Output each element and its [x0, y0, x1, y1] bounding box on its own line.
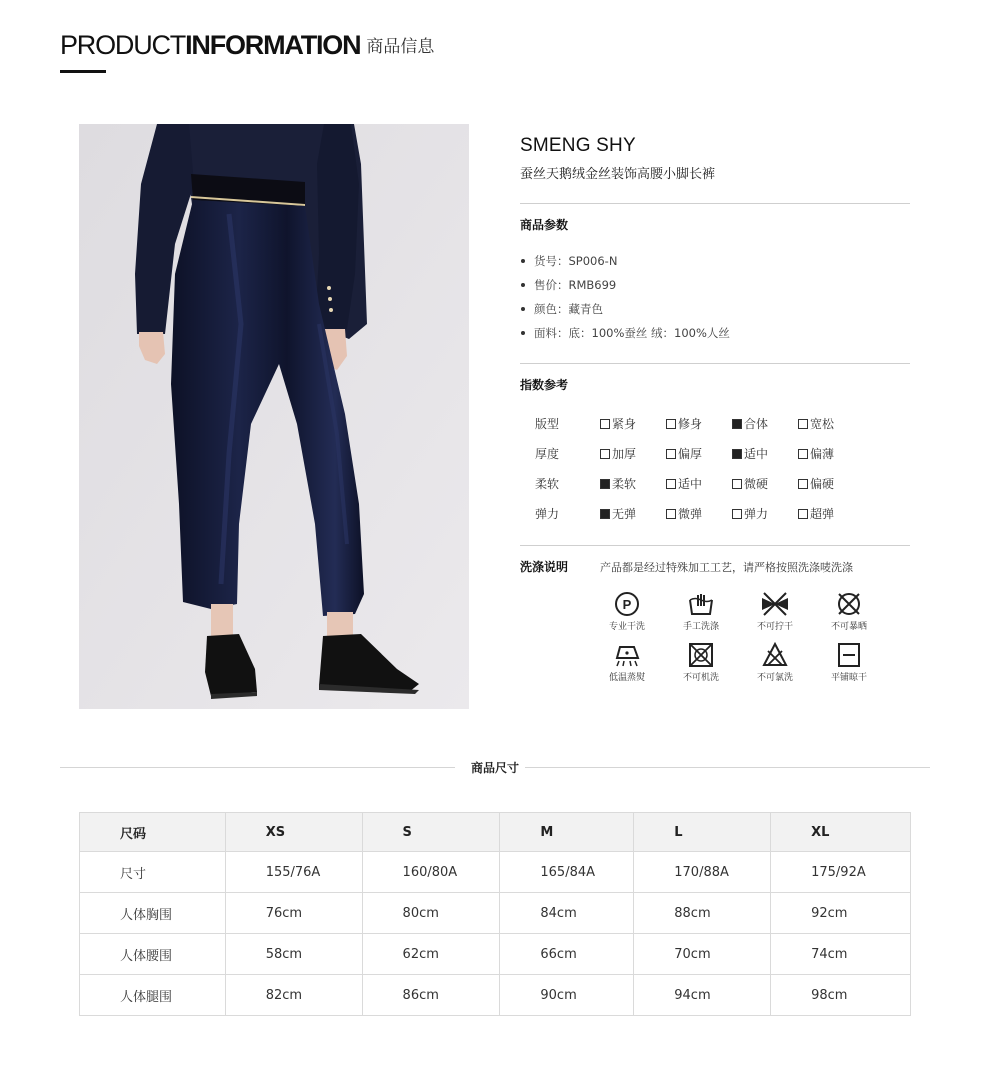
- table-header-cell: 尺码: [80, 813, 226, 852]
- index-option: [798, 439, 864, 469]
- table-cell: 80cm: [362, 893, 500, 934]
- wash-item: 平铺晾干: [812, 642, 886, 683]
- table-cell: 70cm: [634, 934, 771, 975]
- index-option: [798, 499, 864, 529]
- index-option-label: 无弹: [612, 507, 637, 521]
- index-row-label: 柔软: [535, 477, 560, 491]
- index-row: [520, 409, 910, 439]
- params-list: [520, 249, 910, 345]
- checked-box-icon: [600, 509, 610, 519]
- index-table: [520, 409, 910, 529]
- table-cell: 人体腿围: [80, 975, 226, 1016]
- index-option: [600, 439, 666, 469]
- wash-description: 产品都是经过特殊加工工艺，请严格按照洗涤唛洗涤: [600, 560, 854, 574]
- table-cell: 84cm: [500, 893, 634, 934]
- table-cell: 170/88A: [634, 852, 771, 893]
- divider: [520, 545, 910, 546]
- param-item: 货号：SP006-N: [520, 249, 910, 273]
- divider: [520, 203, 910, 204]
- params-title: 商品参数: [520, 218, 569, 232]
- table-cell: 74cm: [771, 934, 911, 975]
- index-option: [600, 469, 666, 499]
- wash-item: P 专业干洗: [590, 591, 664, 632]
- index-option: [666, 439, 732, 469]
- header-title-light: PRODUCT: [60, 30, 186, 60]
- index-row-label: 弹力: [535, 507, 560, 521]
- table-header-cell: XS: [225, 813, 362, 852]
- wash-item: 不可暴晒: [812, 591, 886, 632]
- table-header-cell: S: [362, 813, 500, 852]
- table-row: [80, 893, 911, 934]
- table-cell: 175/92A: [771, 852, 911, 893]
- header-title-bold: INFORMATION: [185, 30, 361, 60]
- table-row: [80, 852, 911, 893]
- index-option: [600, 409, 666, 439]
- index-option-label: 柔软: [612, 477, 637, 491]
- table-cell: 人体胸围: [80, 893, 226, 934]
- index-row: [520, 439, 910, 469]
- table-row: [80, 975, 911, 1016]
- product-photo: [79, 124, 469, 709]
- index-option: [666, 469, 732, 499]
- wash-item: 不可机洗: [664, 642, 738, 683]
- checked-box-icon: [732, 449, 742, 459]
- table-cell: 155/76A: [225, 852, 362, 893]
- index-option: [798, 469, 864, 499]
- index-option-label: 微硬: [744, 477, 769, 491]
- index-row-label: 厚度: [535, 447, 560, 461]
- table-header-row: [80, 813, 911, 852]
- index-option-label: 超弹: [810, 507, 835, 521]
- unchecked-box-icon: [732, 509, 742, 519]
- wash-item: 不可拧干: [738, 591, 812, 632]
- table-cell: 160/80A: [362, 852, 500, 893]
- table-cell: 86cm: [362, 975, 500, 1016]
- table-cell: 66cm: [500, 934, 634, 975]
- index-option-label: 适中: [678, 477, 703, 491]
- index-option-label: 偏厚: [678, 447, 703, 461]
- unchecked-box-icon: [600, 419, 610, 429]
- table-cell: 人体腰围: [80, 934, 226, 975]
- unchecked-box-icon: [798, 419, 808, 429]
- header-underline: [60, 70, 106, 73]
- index-option: [666, 499, 732, 529]
- wash-item: 低温蒸熨: [590, 642, 664, 683]
- product-name: 蚕丝天鹅绒金丝装饰高腰小脚长裤: [520, 167, 716, 182]
- size-table: [79, 812, 911, 1016]
- index-row-label: 版型: [535, 417, 560, 431]
- divider: [525, 767, 930, 768]
- table-cell: 58cm: [225, 934, 362, 975]
- unchecked-box-icon: [666, 479, 676, 489]
- low-temp-steam-iron-icon: [614, 642, 640, 668]
- index-option-label: 加厚: [612, 447, 637, 461]
- checked-box-icon: [732, 419, 742, 429]
- do-not-sun-dry-icon: [836, 591, 862, 617]
- checked-box-icon: [600, 479, 610, 489]
- table-header-cell: XL: [771, 813, 911, 852]
- unchecked-box-icon: [666, 509, 676, 519]
- index-option-label: 弹力: [744, 507, 769, 521]
- index-option-label: 合体: [744, 417, 769, 431]
- unchecked-box-icon: [600, 449, 610, 459]
- wash-item: 手工洗涤: [664, 591, 738, 632]
- unchecked-box-icon: [798, 479, 808, 489]
- index-option: [666, 409, 732, 439]
- index-option: [798, 409, 864, 439]
- size-chart-heading: [60, 758, 930, 778]
- index-option: [600, 499, 666, 529]
- table-header-cell: L: [634, 813, 771, 852]
- table-cell: 165/84A: [500, 852, 634, 893]
- size-chart-title: 商品尺寸: [470, 761, 519, 775]
- table-cell: 92cm: [771, 893, 911, 934]
- index-option: [732, 469, 798, 499]
- table-cell: 98cm: [771, 975, 911, 1016]
- unchecked-box-icon: [798, 509, 808, 519]
- unchecked-box-icon: [732, 479, 742, 489]
- svg-text:P: P: [622, 597, 632, 612]
- flat-dry-icon: [836, 642, 862, 668]
- unchecked-box-icon: [666, 449, 676, 459]
- param-item: 颜色：藏青色: [520, 297, 910, 321]
- product-info: [520, 135, 910, 683]
- index-option: [732, 499, 798, 529]
- do-not-bleach-icon: [762, 642, 788, 668]
- table-row: [80, 934, 911, 975]
- index-option-label: 微弹: [678, 507, 703, 521]
- index-option-label: 偏薄: [810, 447, 835, 461]
- brand-name: SMENG SHY: [520, 135, 636, 156]
- wash-header: [520, 558, 910, 575]
- header-title-cn: 商品信息: [366, 37, 435, 57]
- table-header-cell: M: [500, 813, 634, 852]
- param-item: 售价：RMB699: [520, 273, 910, 297]
- wash-icons: [590, 591, 910, 683]
- index-option-label: 偏硬: [810, 477, 835, 491]
- table-cell: 90cm: [500, 975, 634, 1016]
- divider: [520, 363, 910, 364]
- index-row: [520, 469, 910, 499]
- index-option: [732, 409, 798, 439]
- index-title: 指数参考: [520, 378, 569, 392]
- wash-title: 洗涤说明: [520, 560, 569, 574]
- table-cell: 76cm: [225, 893, 362, 934]
- index-option: [732, 439, 798, 469]
- index-option-label: 宽松: [810, 417, 835, 431]
- index-option-label: 适中: [744, 447, 769, 461]
- index-row: [520, 499, 910, 529]
- param-item: 面料：底：100%蚕丝 绒：100%人丝: [520, 321, 910, 345]
- page-header: [60, 30, 434, 61]
- do-not-wring-icon: [760, 591, 790, 617]
- table-cell: 62cm: [362, 934, 500, 975]
- index-option-label: 修身: [678, 417, 703, 431]
- table-cell: 82cm: [225, 975, 362, 1016]
- table-cell: 尺寸: [80, 852, 226, 893]
- professional-dry-clean-icon: [614, 591, 640, 617]
- table-cell: 88cm: [634, 893, 771, 934]
- hand-wash-icon: [688, 591, 714, 617]
- index-option-label: 紧身: [612, 417, 637, 431]
- wash-item: 不可氯洗: [738, 642, 812, 683]
- unchecked-box-icon: [798, 449, 808, 459]
- do-not-machine-wash-icon: [688, 642, 714, 668]
- unchecked-box-icon: [666, 419, 676, 429]
- table-cell: 94cm: [634, 975, 771, 1016]
